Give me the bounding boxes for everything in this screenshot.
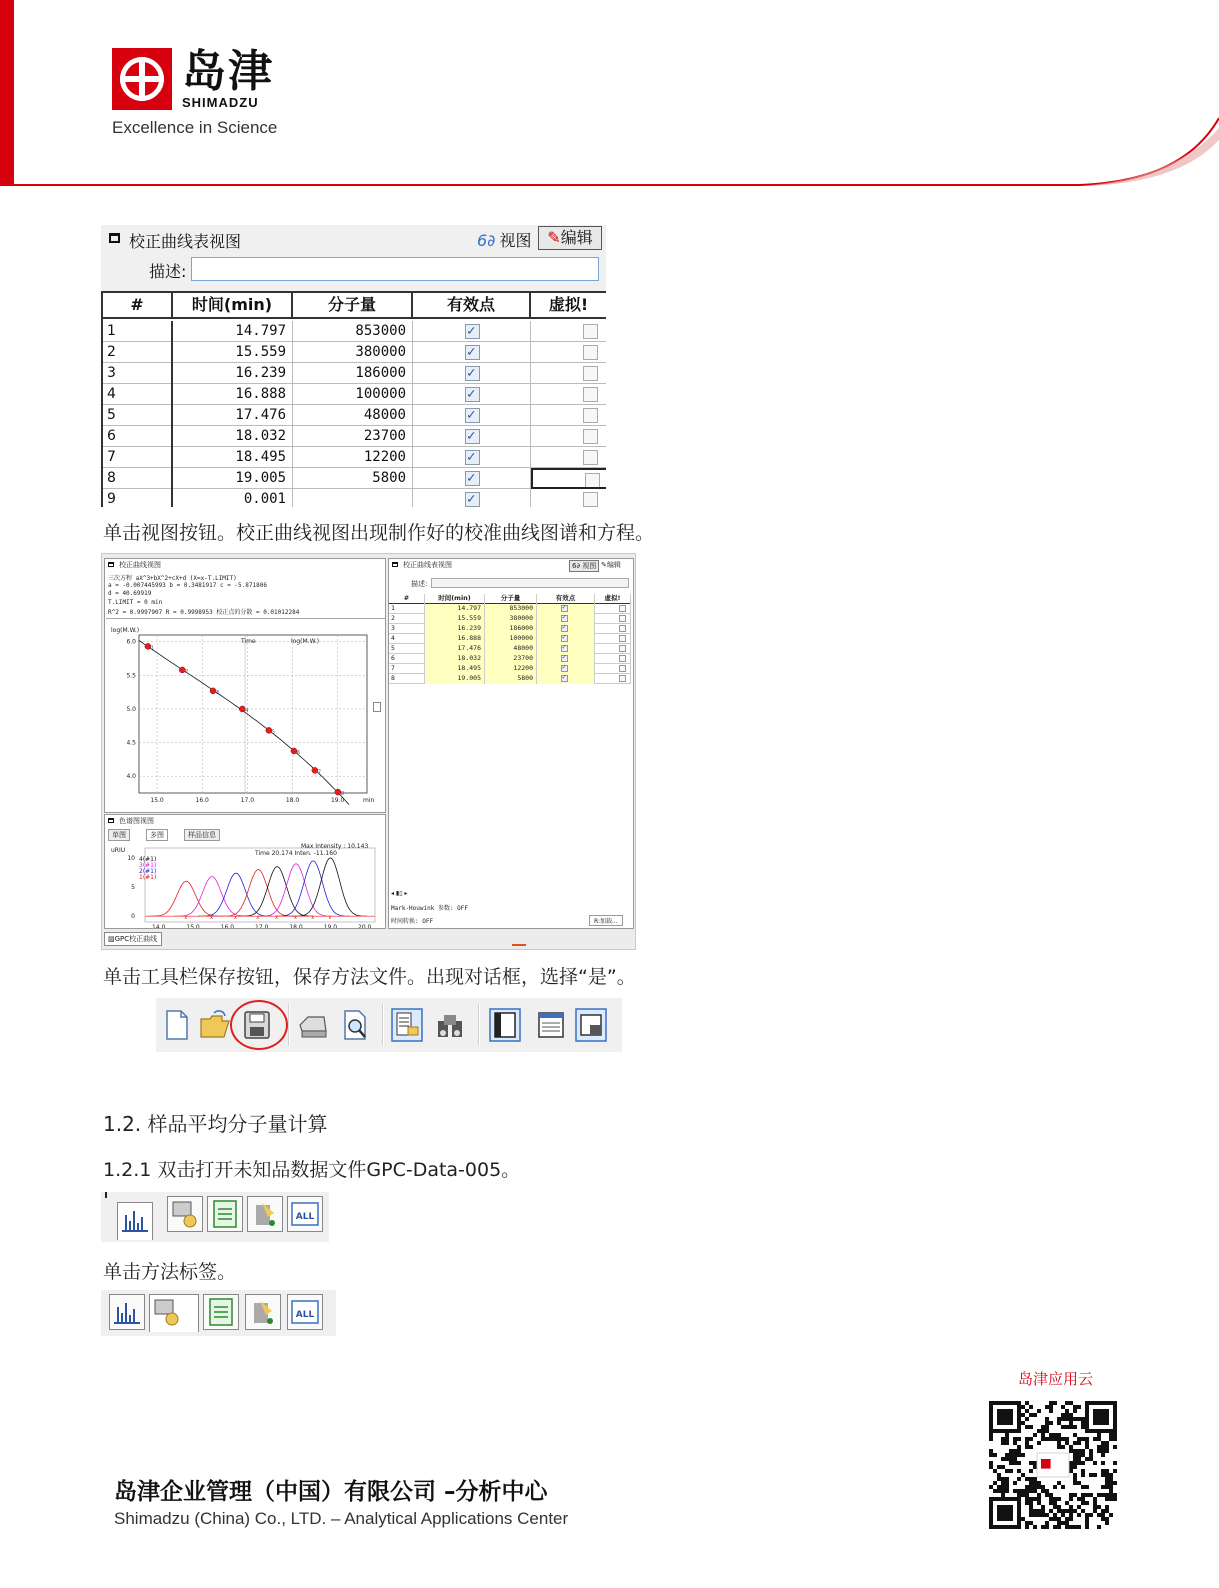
table-row[interactable] [389,604,631,614]
report-icon[interactable] [390,1007,424,1043]
table-row[interactable] [103,405,606,426]
time-cell[interactable]: 16.239 [425,624,485,634]
virtual-checkbox[interactable] [583,492,598,507]
shimadzu-logo [112,45,274,110]
point-label: 4 [245,707,249,714]
virtual-checkbox[interactable] [619,615,626,622]
mw-cell[interactable]: 48000 [293,405,413,426]
equation-line: 三次方程 aX^3+bX^2+cX+d (X=x-T.LIMIT) [108,575,237,582]
grid-header-row [103,293,606,319]
right-grid-header-cell[interactable]: 虚拟! [595,594,631,604]
chromatogram-pane [104,814,386,929]
report-tab[interactable] [207,1196,243,1232]
chromatogram-plot [105,842,386,929]
table-row[interactable] [103,342,606,363]
virtual-checkbox[interactable] [583,345,598,360]
point-label: 8 [340,791,345,798]
report-tab-icon-2 [204,1295,238,1329]
chromatogram-tab[interactable]: 单图 [108,829,130,841]
row-number[interactable]: 5 [103,405,173,426]
mw-cell[interactable]: 12200 [485,664,537,674]
save-highlight-circle [230,1000,288,1050]
row-number[interactable]: 4 [389,634,425,644]
chrom-ytick: 5 [131,884,135,891]
right-desc-label: 描述: [411,580,428,588]
chrom-legend: 1(#1) [139,874,157,881]
edit-icon: ✎ [547,228,561,247]
curve-view-title: 校正曲线视图 [119,561,161,569]
plot-xtick: 17.0 [240,797,255,804]
time-cell[interactable]: 15.559 [425,614,485,624]
point-label: 2 [185,668,189,675]
svg-text:ALL: ALL [295,1212,315,1222]
view-icon: 6∂ [477,231,496,250]
print-icon[interactable] [296,1007,330,1043]
chrom-xtick: 20.0 [358,924,372,930]
virtual-checkbox[interactable] [619,665,626,672]
output-window-icon[interactable] [534,1007,568,1043]
chrom-marker: x [209,915,213,922]
calibration-plot [105,621,386,813]
instruction-1: 单击视图按钮。校正曲线视图出现制作好的校准曲线图谱和方程。 [103,522,655,544]
plot-frame [139,635,367,793]
virtual-checkbox[interactable] [619,605,626,612]
chrom-time-info: Time 20.174 Inten. -11.160 [255,850,337,857]
grid-header-cell[interactable]: 分子量 [293,293,413,319]
time-cell[interactable]: 18.495 [425,664,485,674]
chrom-marker: x [233,915,237,922]
chrom-legend: 4(#1) [139,856,157,863]
table-view-header [101,225,606,253]
layout-icon[interactable] [574,1007,608,1043]
method-tabs-2 [101,1290,336,1336]
chrom-legend: 3(#1) [139,862,157,869]
grid-header-cell[interactable]: 时间(min) [173,293,293,319]
chrom-xtick: 17.0 [255,924,269,930]
time-cell[interactable]: 19.005 [425,674,485,684]
virtual-checkbox[interactable] [619,625,626,632]
chromatogram-tab-icon-2 [110,1295,144,1329]
mw-cell[interactable]: 5800 [293,468,413,489]
mw-cell[interactable]: 48000 [485,644,537,654]
row-number[interactable]: 2 [103,342,173,363]
time-cell[interactable]: 14.797 [173,321,293,342]
virtual-checkbox[interactable] [619,675,626,682]
table-view-title: 校正曲线表视图 [129,232,242,251]
table-row[interactable] [103,468,606,489]
load-button[interactable]: R:加载... [589,915,623,926]
valid-checkbox[interactable] [465,387,480,402]
time-cell[interactable]: 16.888 [173,384,293,405]
grid-header-cell[interactable]: 有效点 [413,293,531,319]
valid-checkbox[interactable]: ✓ [562,614,567,621]
chrom-ytick: 0 [131,913,135,921]
right-calibration-grid [389,594,631,689]
grid-header-cell[interactable]: 虚拟! [531,293,606,319]
valid-checkbox[interactable] [465,345,480,360]
report-tab-icon [208,1197,242,1231]
virtual-checkbox[interactable] [583,408,598,423]
right-table-title: 校正曲线表视图 [403,561,452,569]
virtual-checkbox[interactable] [619,635,626,642]
mw-cell[interactable]: 380000 [293,342,413,363]
valid-checkbox[interactable] [465,324,480,339]
time-cell[interactable]: 18.032 [425,654,485,664]
equation-line: R^2 = 0.9997907 R = 0.9998953 校正点的分散 = 0.01012284 [108,609,300,616]
right-grid-header-cell[interactable]: 时间(min) [425,594,485,604]
chrom-marker: x [275,915,279,922]
virtual-checkbox[interactable] [583,387,598,402]
table-row[interactable] [103,384,606,405]
time-cell[interactable]: 17.476 [173,405,293,426]
row-number[interactable]: 8 [389,674,425,684]
plot-xunit: min [363,797,375,804]
grid-header-cell[interactable]: # [103,293,173,319]
plot-xtick: 16.0 [195,797,209,804]
row-number[interactable]: 1 [389,604,425,614]
data-tab[interactable] [117,1202,153,1240]
plot-ytick: 4.5 [126,739,136,747]
instrument-icon[interactable] [434,1007,468,1043]
point-label: 6 [296,749,301,756]
table-row[interactable] [389,674,631,684]
mw-cell[interactable]: 186000 [293,363,413,384]
chromatogram-tabs [108,829,308,841]
all-tab-icon [288,1197,322,1231]
virtual-checkbox[interactable] [583,366,598,381]
mw-cell[interactable]: 5800 [485,674,537,684]
description-label: 描述: [149,262,187,281]
plot-y-label: log(M.W.) [111,627,140,634]
chromatogram-tab-icon [118,1203,152,1237]
table-row[interactable] [103,447,606,468]
mw-cell[interactable]: 380000 [485,614,537,624]
table-row[interactable] [389,634,631,644]
valid-checkbox[interactable]: ✓ [562,634,567,641]
status-tab-icon [248,1197,282,1231]
subsection-title: 1.2.1 双击打开未知品数据文件GPC-Data-005。 [103,1159,521,1181]
toolbar-screenshot [156,998,622,1052]
chromatogram-tab[interactable]: 多图 [146,829,168,841]
table-row[interactable] [103,363,606,384]
virtual-checkbox[interactable] [583,429,598,444]
equation-box [106,573,386,619]
point-label: 1 [150,645,155,652]
row-number[interactable]: 3 [103,363,173,384]
chrom-marker: x [311,915,315,922]
method-tab-2[interactable] [149,1294,199,1332]
all-tab-2[interactable] [287,1294,323,1330]
time-cell[interactable]: 16.239 [173,363,293,384]
chrom-marker: x [256,915,260,922]
valid-checkbox[interactable]: ✓ [562,624,567,631]
mw-cell[interactable] [293,489,413,507]
right-desc-input[interactable] [431,578,629,588]
virtual-checkbox[interactable] [619,655,626,662]
edit-button[interactable]: ✎编辑 [538,226,602,250]
chrom-marker: x [294,915,298,922]
chrom-yunit: uRIU [111,847,126,854]
right-grid-header-cell[interactable]: 有效点 [537,594,595,604]
valid-checkbox[interactable] [465,408,480,423]
row-number[interactable]: 7 [389,664,425,674]
virtual-checkbox[interactable] [583,450,598,465]
valid-checkbox[interactable]: ✓ [562,644,567,651]
section-title: 1.2. 样品平均分子量计算 [103,1112,328,1136]
equation-line: T.LIMIT = 0 min [108,598,163,606]
chrom-xtick: 14.0 [152,924,166,930]
right-scrollbar[interactable]: ◂ ▮▯ ▸ [391,890,408,897]
valid-checkbox[interactable] [465,492,480,507]
status-tab-icon-2 [246,1295,280,1329]
method-tab-icon-2 [150,1295,184,1329]
new-file-icon[interactable] [160,1007,194,1043]
svg-text:ALL: ALL [295,1310,315,1320]
time-cell[interactable]: 18.032 [173,426,293,447]
plot-ytick: 4.0 [126,773,136,781]
assistant-bar-icon[interactable] [488,1007,522,1043]
valid-checkbox[interactable]: ✓ [562,674,567,681]
chrom-marker: x [184,915,188,922]
status-tab[interactable] [247,1196,283,1232]
footer-company-en: Shimadzu (China) Co., LTD. – Analytical Applications Center [114,1509,569,1528]
point-label: 5 [271,729,276,736]
shimadzu-logo-icon [112,48,172,110]
row-number[interactable]: 8 [103,468,173,489]
calibration-table-screenshot [101,225,606,507]
report-tab-2[interactable] [203,1294,239,1330]
point-label: 3 [215,689,220,696]
plot-time-label: Time [241,638,256,645]
time-conversion-label: 时间转换: OFF [391,918,434,925]
gpc-calibration-tab[interactable]: ▨GPC校正曲线 [104,932,162,946]
plot-y2-label: log(M.W.) [291,638,320,645]
row-number[interactable]: 6 [389,654,425,664]
qr-label: 岛津应用云 [1018,1370,1094,1388]
valid-checkbox[interactable] [465,429,480,444]
chrom-max-intensity: Max Intensity : 10.143 [301,843,369,850]
plot-xtick: 18.0 [285,797,300,804]
equation-line: a = -0.007445993 b = 0.3481917 c = -5.871806 [108,581,267,589]
valid-checkbox[interactable]: ✓ [562,654,567,661]
all-tab[interactable] [287,1196,323,1232]
all-tab-icon-2 [288,1295,322,1329]
brand-en: SHIMADZU [182,94,259,110]
mw-cell[interactable]: 100000 [485,634,537,644]
collapse-icon[interactable] [109,233,120,243]
mw-cell[interactable]: 23700 [293,426,413,447]
row-number[interactable]: 9 [103,489,173,507]
right-grid-header-cell[interactable]: # [389,594,425,604]
valid-checkbox[interactable] [465,471,480,486]
gpc-tab-icon: ▨ [108,935,115,943]
chrom-xtick: 19.0 [323,924,338,930]
method-tab[interactable] [167,1196,203,1232]
instruction-3: 单击方法标签。 [103,1261,237,1283]
time-cell[interactable]: 18.495 [173,447,293,468]
plot-xtick: 19.0 [330,797,345,804]
row-number[interactable]: 6 [103,426,173,447]
right-grid-header [389,594,631,604]
open-folder-icon[interactable] [198,1007,232,1043]
equation-line: d = 40.69919 [108,590,152,597]
chrom-legend: 2(#1) [139,868,157,875]
virtual-checkbox[interactable] [619,645,626,652]
row-number[interactable]: 7 [103,447,173,468]
method-tab-icon [168,1197,202,1231]
chromatogram-title: 色谱图视图 [119,817,154,825]
time-cell[interactable]: 17.476 [425,644,485,654]
mw-cell[interactable]: 12200 [293,447,413,468]
calibration-curve-screenshot [101,553,636,950]
point-label: 7 [317,769,322,776]
calibration-grid [101,291,606,507]
table-row[interactable] [389,614,631,624]
row-number[interactable]: 2 [389,614,425,624]
plot-ytick: 5.5 [126,672,136,680]
table-row[interactable] [389,624,631,634]
table-row[interactable] [389,654,631,664]
chrom-xtick: 18.0 [289,924,303,930]
table-row[interactable] [389,664,631,674]
row-number[interactable]: 3 [389,624,425,634]
time-cell[interactable]: 14.797 [425,604,485,614]
mw-cell[interactable]: 853000 [485,604,537,614]
table-row[interactable] [103,489,606,507]
table-row[interactable] [103,321,606,342]
method-tabs-1 [101,1192,329,1242]
status-tab-2[interactable] [245,1294,281,1330]
mw-cell[interactable]: 100000 [293,384,413,405]
chrom-xtick: 16.0 [220,924,235,930]
valid-checkbox[interactable] [465,366,480,381]
data-tab-2[interactable] [109,1294,145,1330]
valid-checkbox[interactable]: ✓ [562,664,567,671]
valid-checkbox[interactable]: ✓ [562,604,567,611]
time-cell[interactable]: 0.001 [173,489,293,507]
right-grid-header-cell[interactable]: 分子量 [485,594,537,604]
right-edit-button[interactable]: ✎编辑 [601,561,621,569]
print-preview-icon[interactable] [338,1007,372,1043]
chrom-xtick: 15.0 [186,924,200,930]
table-row[interactable] [389,644,631,654]
row-number[interactable]: 5 [389,644,425,654]
valid-checkbox[interactable] [465,450,480,465]
chromatogram-tab[interactable]: 样品信息 [184,829,220,841]
time-cell[interactable]: 15.559 [173,342,293,363]
time-cell[interactable]: 19.005 [173,468,293,489]
right-view-button[interactable]: 6∂ 视图 [569,560,599,572]
mw-cell[interactable]: 186000 [485,624,537,634]
row-number[interactable]: 4 [103,384,173,405]
virtual-checkbox[interactable] [583,324,598,339]
chrom-ytick: 10 [127,854,135,862]
plot-xtick: 15.0 [150,797,164,804]
description-input[interactable] [191,257,599,281]
table-row[interactable] [103,426,606,447]
view-button[interactable]: 6∂ 视图 [477,231,532,250]
chrom-marker: x [328,915,332,922]
mw-cell[interactable]: 23700 [485,654,537,664]
virtual-checkbox[interactable] [585,473,600,488]
curve-view-pane [104,558,386,813]
plot-ytick: 5.0 [126,705,136,713]
tagline: Excellence in Science [112,118,278,137]
mark-houwink-label: Mark-Houwink 参数: OFF [391,905,469,912]
qr-code [989,1400,1117,1530]
mw-cell[interactable]: 853000 [293,321,413,342]
brand-cn: 岛津 [182,45,274,97]
plot-ytick: 6.0 [126,638,136,646]
instruction-2: 单击工具栏保存按钮，保存方法文件。出现对话框，选择“是”。 [103,966,636,988]
footer-company-cn: 岛津企业管理（中国）有限公司 –分析中心 [114,1479,548,1505]
row-number[interactable]: 1 [103,321,173,342]
time-cell[interactable]: 16.888 [425,634,485,644]
